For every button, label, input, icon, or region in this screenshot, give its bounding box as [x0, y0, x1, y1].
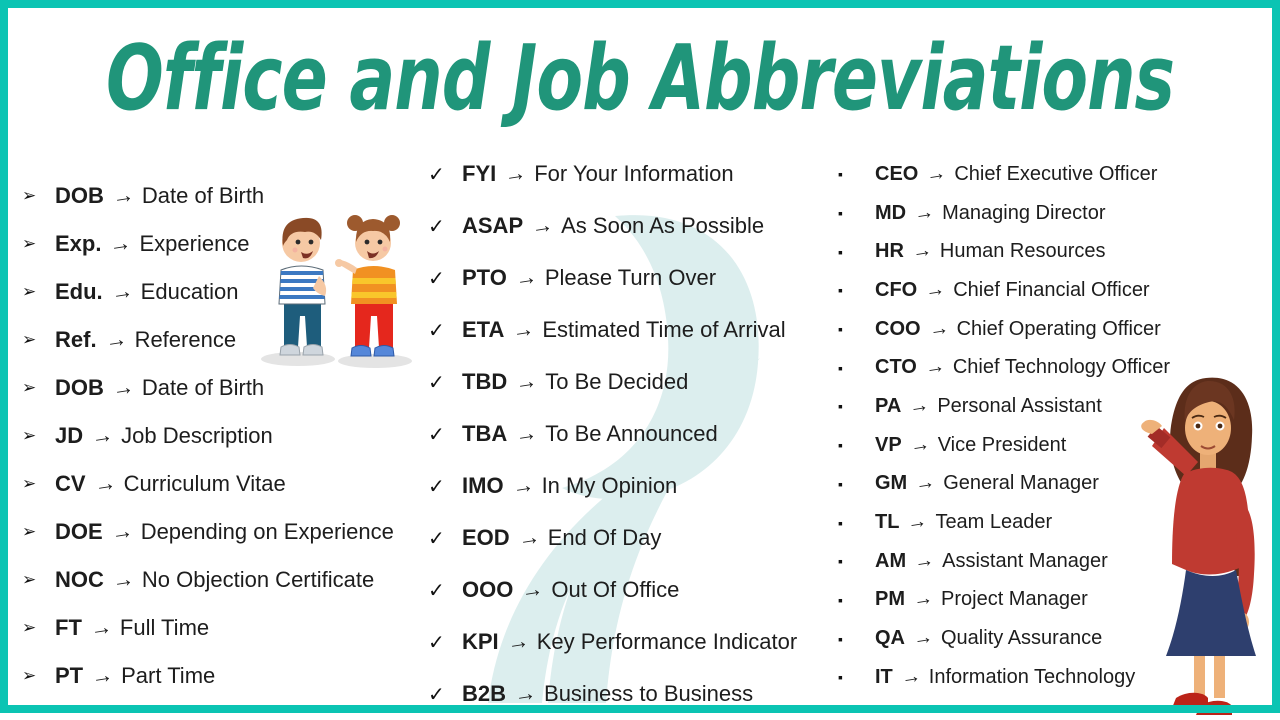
- bullet-icon: ▪: [838, 321, 843, 338]
- abbreviation: NOC: [55, 567, 104, 592]
- full-form: Date of Birth: [141, 183, 265, 208]
- abbreviation: DOE: [55, 519, 103, 544]
- abbreviation: TBD: [462, 369, 508, 394]
- arrow-icon: →: [510, 315, 537, 344]
- list-item: [22, 556, 394, 604]
- arrow-icon: →: [924, 161, 948, 187]
- arrow-icon: →: [513, 419, 539, 448]
- abbreviation: JD: [55, 423, 84, 448]
- full-form: Business to Business: [544, 681, 754, 706]
- arrow-icon: →: [926, 316, 951, 342]
- abbreviation: Ref.: [55, 327, 97, 352]
- list-item: [22, 508, 394, 556]
- abbreviation: COO: [875, 317, 921, 340]
- presenter-woman-illustration: [1138, 372, 1280, 717]
- full-form: Personal Assistant: [937, 394, 1102, 417]
- list-item: [428, 200, 797, 252]
- abbreviation: CFO: [875, 278, 918, 301]
- bullet-icon: ✓: [428, 631, 445, 654]
- abbreviation: CTO: [875, 356, 917, 379]
- arrow-icon: →: [910, 238, 934, 264]
- arrow-icon: →: [529, 211, 555, 240]
- abbreviation: B2B: [462, 681, 507, 706]
- list-item: [838, 503, 1170, 542]
- bullet-icon: ➢: [22, 282, 37, 301]
- arrow-icon: →: [513, 367, 539, 396]
- full-form: Reference: [134, 327, 237, 352]
- abbreviation-column-middle: [428, 148, 797, 720]
- full-form: Team Leader: [935, 511, 1053, 534]
- full-form: Estimated Time of Arrival: [542, 317, 786, 342]
- full-form: Full Time: [119, 615, 210, 640]
- bullet-icon: ➢: [22, 522, 37, 541]
- list-item: [428, 408, 797, 460]
- list-item: [838, 348, 1170, 387]
- list-item: [428, 356, 797, 408]
- full-form: In My Opinion: [541, 473, 678, 498]
- list-item: [838, 465, 1170, 504]
- abbreviation: IT: [875, 665, 893, 688]
- arrow-icon: →: [102, 325, 129, 354]
- abbreviation: IMO: [462, 473, 504, 498]
- list-item: [22, 364, 394, 412]
- list-item: [838, 619, 1170, 658]
- abbreviation: AM: [875, 549, 907, 572]
- bullet-icon: ▪: [838, 514, 843, 531]
- abbreviation: Edu.: [55, 279, 103, 304]
- full-form: Chief Financial Officer: [953, 278, 1150, 301]
- abbreviation: Exp.: [55, 231, 102, 256]
- full-form: Education: [140, 279, 239, 304]
- list-item: [838, 155, 1170, 194]
- bullet-icon: ▪: [838, 475, 843, 492]
- bullet-icon: ▪: [838, 437, 843, 454]
- bullet-icon: ✓: [428, 423, 445, 446]
- bullet-icon: ▪: [838, 630, 843, 647]
- bullet-icon: ✓: [428, 579, 445, 602]
- bullet-icon: ➢: [22, 378, 37, 397]
- full-form: Human Resources: [939, 240, 1106, 263]
- abbreviation: CV: [55, 471, 86, 496]
- full-form: Chief Operating Officer: [956, 317, 1161, 340]
- bullet-icon: ➢: [22, 474, 37, 493]
- full-form: Chief Executive Officer: [954, 162, 1158, 185]
- list-item: [428, 564, 797, 616]
- arrow-icon: →: [912, 548, 936, 574]
- arrow-icon: →: [519, 575, 546, 604]
- abbreviation: EOD: [462, 525, 510, 550]
- arrow-icon: →: [509, 471, 536, 500]
- list-item: [22, 652, 394, 700]
- arrow-icon: →: [91, 469, 118, 498]
- arrow-icon: →: [109, 373, 136, 402]
- girl-figure: [335, 215, 401, 356]
- abbreviation: PT: [55, 663, 84, 688]
- abbreviation: GM: [875, 472, 908, 495]
- list-item: [838, 426, 1170, 465]
- abbreviation: ETA: [462, 317, 505, 342]
- arrow-icon: →: [512, 679, 538, 708]
- list-item: [838, 387, 1170, 426]
- full-form: Curriculum Vitae: [123, 471, 286, 496]
- abbreviation: DOB: [55, 375, 104, 400]
- full-form: Key Performance Indicator: [536, 629, 798, 654]
- full-form: Out Of Office: [551, 577, 680, 602]
- arrow-icon: →: [107, 229, 134, 258]
- bullet-icon: ▪: [838, 669, 843, 686]
- abbreviation: DOB: [55, 183, 104, 208]
- abbreviation: PA: [875, 394, 902, 417]
- list-item: [22, 604, 394, 652]
- full-form: To Be Decided: [545, 369, 689, 394]
- abbreviation: MD: [875, 201, 907, 224]
- full-form: Depending on Experience: [140, 519, 394, 544]
- full-form: Managing Director: [942, 201, 1106, 224]
- abbreviation: KPI: [462, 629, 499, 654]
- abbreviation: TBA: [462, 421, 508, 446]
- bullet-icon: ➢: [22, 618, 37, 637]
- full-form: Quality Assurance: [941, 627, 1103, 650]
- abbreviation: PTO: [462, 265, 507, 290]
- bullet-icon: ➢: [22, 426, 37, 445]
- bullet-icon: ✓: [428, 163, 445, 186]
- list-item: [838, 658, 1170, 697]
- arrow-icon: →: [108, 517, 135, 546]
- list-item: [22, 460, 394, 508]
- arrow-icon: →: [89, 661, 115, 690]
- bullet-icon: ▪: [838, 398, 843, 415]
- bullet-icon: ▪: [838, 282, 843, 299]
- bullet-icon: ▪: [838, 359, 843, 376]
- bullet-icon: ▪: [838, 591, 843, 608]
- arrow-icon: →: [899, 664, 923, 690]
- full-form: Date of Birth: [141, 375, 265, 400]
- list-item: [428, 512, 797, 564]
- full-form: Please Turn Over: [544, 265, 717, 290]
- bullet-icon: ✓: [428, 475, 445, 498]
- full-form: Part Time: [121, 663, 216, 688]
- arrow-icon: →: [912, 200, 936, 225]
- full-form: Assistant Manager: [942, 549, 1108, 572]
- full-form: As Soon As Possible: [561, 213, 765, 238]
- list-item: [838, 310, 1170, 349]
- arrow-icon: →: [905, 509, 929, 535]
- full-form: General Manager: [943, 472, 1099, 495]
- abbreviation: OOO: [462, 577, 514, 602]
- abbreviation: TL: [875, 511, 900, 534]
- boy-figure: [277, 218, 327, 355]
- arrow-icon: →: [504, 627, 531, 656]
- bullet-icon: ➢: [22, 666, 37, 685]
- list-item: [428, 460, 797, 512]
- full-form: Chief Technology Officer: [952, 356, 1171, 379]
- list-item: [838, 271, 1170, 310]
- bullet-icon: ➢: [22, 570, 37, 589]
- full-form: For Your Information: [534, 161, 734, 186]
- full-form: End Of Day: [547, 525, 662, 550]
- bullet-icon: ✓: [428, 319, 445, 342]
- list-item: [838, 194, 1170, 233]
- list-item: [428, 304, 797, 356]
- arrow-icon: →: [913, 470, 937, 496]
- abbreviation: VP: [875, 433, 902, 456]
- list-item: [22, 412, 394, 460]
- list-item: [428, 616, 797, 668]
- arrow-icon: →: [89, 421, 115, 450]
- bullet-icon: ▪: [838, 205, 843, 222]
- arrow-icon: →: [512, 263, 539, 292]
- arrow-icon: →: [87, 613, 114, 642]
- full-form: Experience: [139, 231, 250, 256]
- arrow-icon: →: [907, 393, 931, 419]
- full-form: Vice President: [937, 433, 1067, 456]
- arrow-icon: →: [108, 277, 135, 306]
- list-item: [428, 668, 797, 720]
- arrow-icon: →: [502, 159, 528, 188]
- full-form: Project Manager: [941, 588, 1088, 611]
- abbreviation-column-right: [838, 155, 1170, 697]
- bullet-icon: ▪: [838, 243, 843, 260]
- arrow-icon: →: [908, 432, 932, 458]
- bullet-icon: ✓: [428, 683, 445, 706]
- arrow-icon: →: [923, 354, 947, 380]
- full-form: No Objection Certificate: [141, 567, 375, 592]
- bullet-icon: ➢: [22, 234, 37, 253]
- abbreviation: HR: [875, 240, 904, 263]
- full-form: To Be Announced: [545, 421, 718, 446]
- bullet-icon: ▪: [838, 166, 843, 183]
- abbreviation: FYI: [462, 161, 497, 186]
- abbreviation: QA: [875, 627, 905, 650]
- abbreviation: ASAP: [462, 213, 524, 238]
- arrow-icon: →: [109, 181, 136, 210]
- title-bar: [0, 18, 1280, 140]
- arrow-icon: →: [515, 523, 542, 552]
- list-item: [838, 581, 1170, 620]
- page-title: Office and Job Abbreviations: [106, 26, 1174, 132]
- bullet-icon: ✓: [428, 215, 445, 238]
- list-item: [838, 232, 1170, 271]
- children-talking-illustration: [253, 208, 419, 370]
- full-form: Information Technology: [928, 665, 1136, 688]
- arrow-icon: →: [911, 625, 935, 651]
- arrow-icon: →: [109, 565, 136, 594]
- woman-figure: [1141, 378, 1256, 715]
- list-item: [428, 148, 797, 200]
- full-form: Job Description: [121, 423, 273, 448]
- bullet-icon: ➢: [22, 186, 37, 205]
- bullet-icon: ✓: [428, 371, 445, 394]
- abbreviation: FT: [55, 615, 82, 640]
- bullet-icon: ✓: [428, 267, 445, 290]
- bullet-icon: ▪: [838, 553, 843, 570]
- abbreviation: PM: [875, 588, 905, 611]
- bullet-icon: ✓: [428, 527, 445, 550]
- abbreviation: CEO: [875, 162, 919, 185]
- list-item: [838, 542, 1170, 581]
- list-item: [428, 252, 797, 304]
- arrow-icon: →: [923, 277, 947, 303]
- arrow-icon: →: [911, 586, 935, 612]
- bullet-icon: ➢: [22, 330, 37, 349]
